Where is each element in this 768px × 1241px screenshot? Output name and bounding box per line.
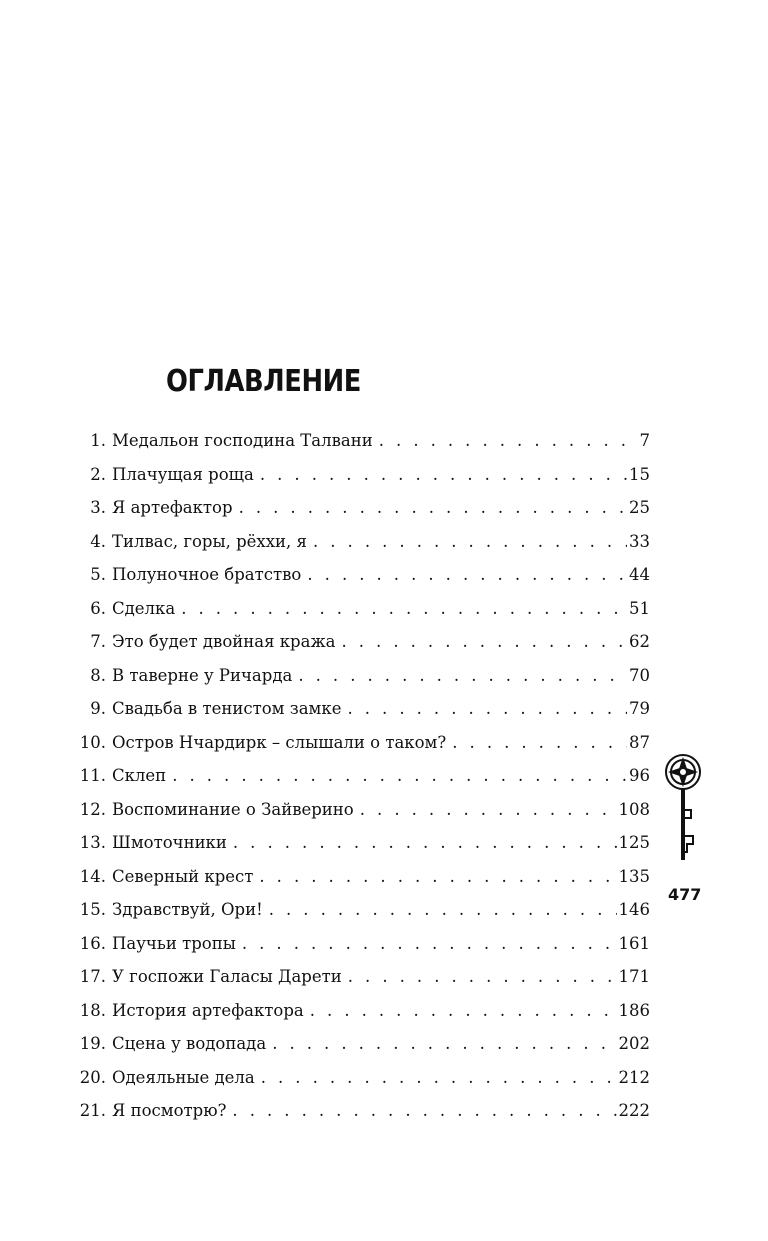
toc-entry bbox=[72, 793, 650, 827]
toc-entry-page: 108 bbox=[618, 799, 650, 819]
toc-entry-title: Тилвас, горы, рёххи, я bbox=[112, 531, 307, 551]
table-of-contents bbox=[72, 424, 650, 1128]
toc-entry-page: 15 bbox=[629, 464, 650, 484]
toc-entry bbox=[72, 726, 650, 760]
toc-entry bbox=[72, 960, 650, 994]
toc-entry-page: 33 bbox=[629, 531, 650, 551]
toc-dot-leader bbox=[260, 458, 627, 492]
toc-dot-leader bbox=[313, 525, 627, 559]
toc-entry-title: Я посмотрю? bbox=[112, 1101, 227, 1120]
toc-dot-leader bbox=[181, 592, 627, 626]
toc-dot-leader bbox=[452, 726, 627, 760]
toc-entry-title: Одеяльные дела bbox=[112, 1067, 255, 1087]
toc-entry-number: 3. bbox=[90, 498, 106, 517]
toc-entry-title: Плачущая роща bbox=[112, 464, 254, 484]
toc-entry bbox=[72, 592, 650, 626]
toc-entry-title: Я артефактор bbox=[112, 498, 233, 517]
toc-entry bbox=[72, 826, 650, 860]
toc-entry-title: Воспоминание о Зайверино bbox=[112, 799, 354, 819]
key-icon bbox=[660, 752, 706, 870]
toc-entry-page: 70 bbox=[629, 665, 650, 685]
toc-entry-page: 25 bbox=[629, 498, 650, 517]
toc-entry-number: 14. bbox=[79, 866, 106, 886]
toc-dot-leader bbox=[261, 1061, 617, 1095]
toc-entry-page: 146 bbox=[618, 900, 650, 919]
toc-entry bbox=[72, 1094, 650, 1128]
toc-entry-number: 10. bbox=[79, 732, 106, 752]
toc-entry bbox=[72, 927, 650, 961]
toc-dot-leader bbox=[347, 692, 627, 726]
toc-entry-number: 13. bbox=[79, 833, 106, 852]
toc-entry-title: Сцена у водопада bbox=[112, 1034, 267, 1053]
toc-entry-page: 135 bbox=[618, 866, 650, 886]
toc-dot-leader bbox=[341, 625, 627, 659]
toc-entry-number: 19. bbox=[79, 1034, 106, 1053]
toc-entry-title: Это будет двойная кража bbox=[112, 632, 336, 651]
toc-entry-page: 44 bbox=[629, 565, 650, 584]
toc-entry bbox=[72, 893, 650, 927]
toc-entry-page: 222 bbox=[618, 1101, 650, 1120]
toc-entry-page: 51 bbox=[629, 598, 650, 618]
toc-dot-leader bbox=[379, 424, 638, 458]
toc-dot-leader bbox=[348, 960, 617, 994]
toc-entry-number: 21. bbox=[79, 1101, 106, 1120]
toc-entry bbox=[72, 860, 650, 894]
toc-dot-leader bbox=[272, 1027, 616, 1061]
toc-entry-page: 96 bbox=[629, 766, 650, 785]
toc-entry-title: Склеп bbox=[112, 766, 167, 785]
toc-entry bbox=[72, 994, 650, 1028]
toc-dot-leader bbox=[360, 793, 617, 827]
toc-entry bbox=[72, 424, 650, 458]
toc-entry-number: 6. bbox=[90, 598, 106, 618]
toc-entry-page: 125 bbox=[618, 833, 650, 852]
toc-entry-number: 11. bbox=[79, 766, 106, 785]
toc-dot-leader bbox=[233, 826, 617, 860]
toc-entry bbox=[72, 1061, 650, 1095]
toc-entry-number: 1. bbox=[90, 431, 106, 450]
toc-entry bbox=[72, 692, 650, 726]
toc-dot-leader bbox=[259, 860, 616, 894]
toc-entry-number: 7. bbox=[90, 632, 106, 651]
toc-entry-title: История артефактора bbox=[112, 1000, 304, 1020]
toc-entry-page: 87 bbox=[629, 732, 650, 752]
toc-entry-page: 7 bbox=[639, 431, 650, 450]
toc-entry bbox=[72, 1027, 650, 1061]
toc-dot-leader bbox=[298, 659, 627, 693]
toc-entry bbox=[72, 458, 650, 492]
toc-dot-leader bbox=[307, 558, 627, 592]
toc-entry-number: 12. bbox=[79, 799, 106, 819]
toc-entry-title: Шмоточники bbox=[112, 833, 227, 852]
toc-entry-number: 15. bbox=[79, 900, 106, 919]
toc-dot-leader bbox=[172, 759, 627, 793]
toc-entry-page: 212 bbox=[618, 1067, 650, 1087]
toc-dot-leader bbox=[239, 491, 627, 525]
toc-entry-title: Полуночное братство bbox=[112, 565, 302, 584]
toc-entry-number: 8. bbox=[90, 665, 106, 685]
toc-entry-title: Здравствуй, Ори! bbox=[112, 900, 263, 919]
toc-entry-number: 17. bbox=[79, 967, 106, 986]
toc-entry-title: У госпожи Галасы Дарети bbox=[112, 967, 342, 986]
toc-entry bbox=[72, 558, 650, 592]
toc-entry-page: 62 bbox=[629, 632, 650, 651]
toc-entry-page: 79 bbox=[629, 699, 650, 718]
toc-entry-number: 9. bbox=[90, 699, 106, 718]
toc-entry bbox=[72, 525, 650, 559]
toc-dot-leader bbox=[269, 893, 617, 927]
toc-entry-title: Медальон господина Талвани bbox=[112, 431, 373, 450]
toc-entry-title: Свадьба в тенистом замке bbox=[112, 699, 342, 718]
toc-dot-leader bbox=[232, 1094, 616, 1128]
toc-entry bbox=[72, 625, 650, 659]
toc-entry-title: Северный крест bbox=[112, 866, 254, 886]
toc-entry bbox=[72, 491, 650, 525]
toc-dot-leader bbox=[242, 927, 617, 961]
toc-dot-leader bbox=[310, 994, 617, 1028]
toc-entry-number: 16. bbox=[79, 933, 106, 953]
toc-entry-page: 171 bbox=[618, 967, 650, 986]
toc-entry bbox=[72, 659, 650, 693]
toc-entry-number: 20. bbox=[79, 1067, 106, 1087]
toc-entry-title: Остров Нчардирк – слышали о таком? bbox=[112, 732, 447, 752]
toc-entry-title: В таверне у Ричарда bbox=[112, 665, 293, 685]
toc-heading: ОГЛАВЛЕНИЕ bbox=[166, 364, 362, 400]
toc-entry-number: 5. bbox=[90, 565, 106, 584]
toc-entry-number: 4. bbox=[90, 531, 106, 551]
toc-entry-page: 202 bbox=[618, 1034, 650, 1053]
toc-entry-number: 2. bbox=[90, 464, 106, 484]
toc-entry bbox=[72, 759, 650, 793]
toc-entry-page: 161 bbox=[618, 933, 650, 953]
toc-entry-number: 18. bbox=[79, 1000, 106, 1020]
toc-entry-page: 186 bbox=[618, 1000, 650, 1020]
toc-entry-title: Паучьи тропы bbox=[112, 933, 236, 953]
toc-entry-title: Сделка bbox=[112, 598, 176, 618]
page-number: 477 bbox=[668, 885, 702, 904]
